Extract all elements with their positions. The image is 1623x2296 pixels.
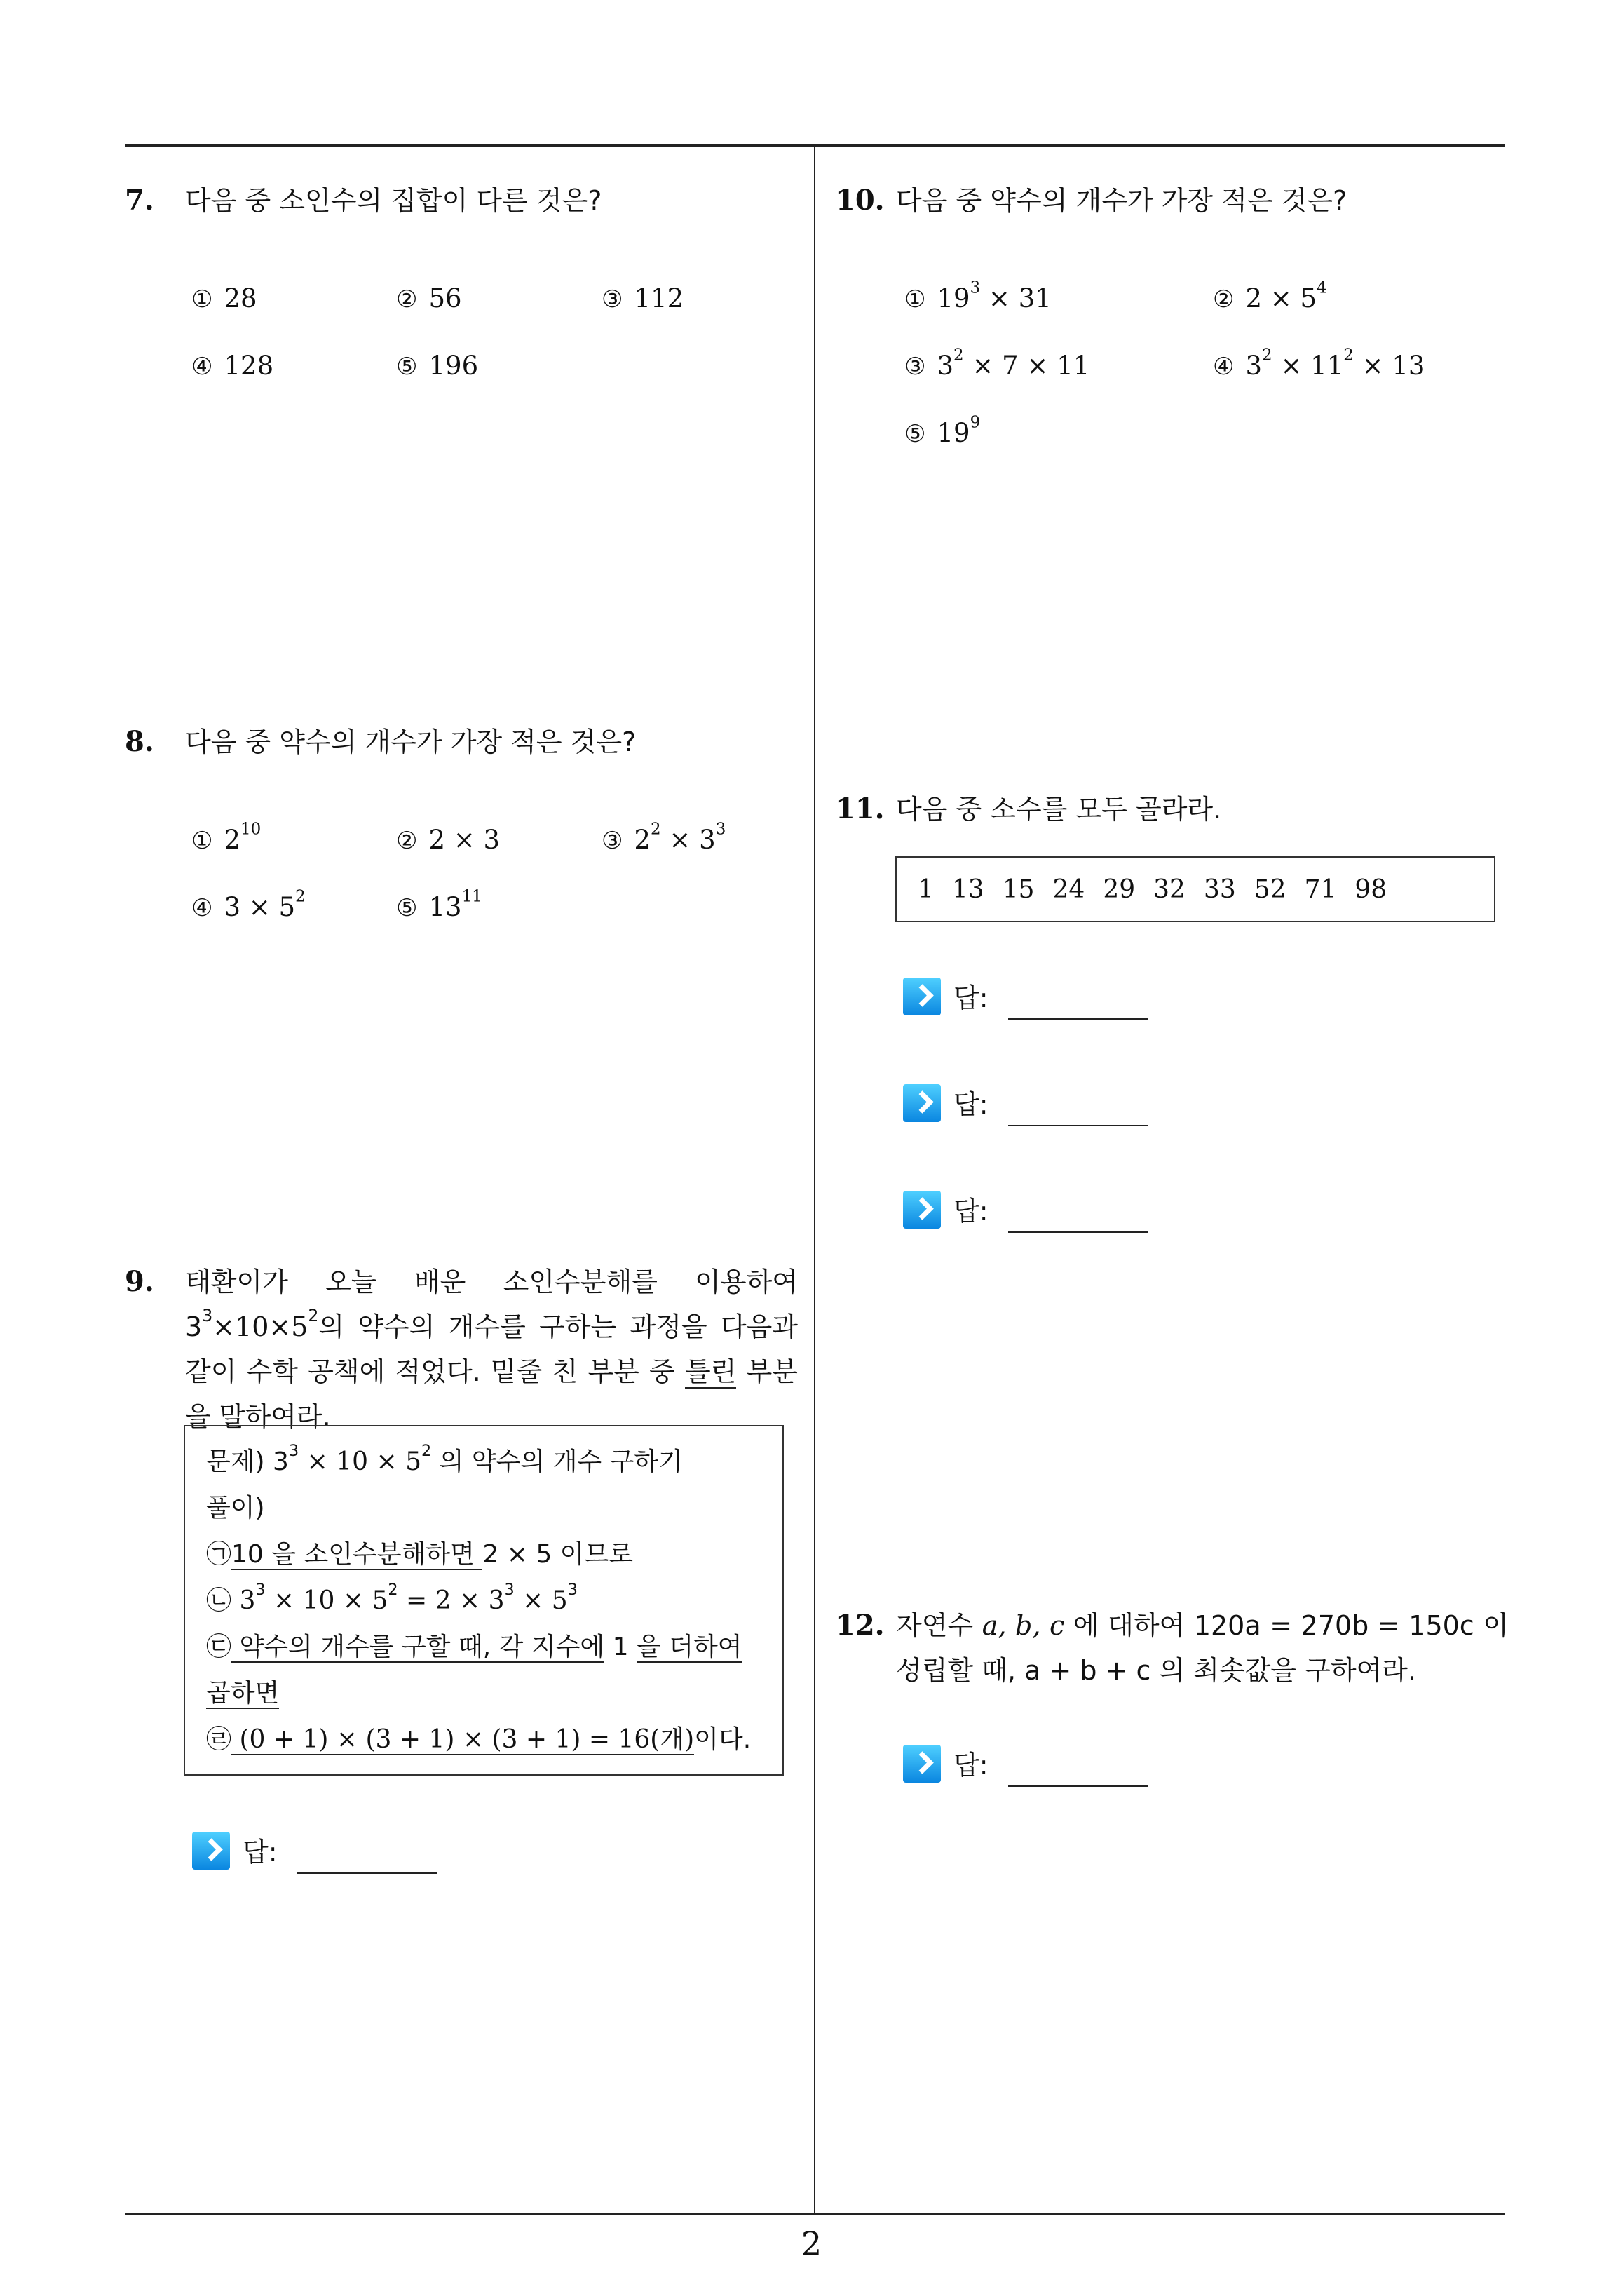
choice-value: × 3 [660,825,716,855]
exponent: 3 [255,1580,266,1599]
choice-value: × 11 [1272,351,1344,381]
exponent: 11 [461,887,482,906]
choice-5[interactable] [904,413,981,448]
number-item: 15 [1002,874,1035,904]
chevron-right-icon [903,1084,941,1122]
answer-blank[interactable] [1008,1785,1148,1787]
step-1 [206,1532,761,1578]
choice-4[interactable] [191,351,273,381]
text-part: 의 약수의 개수를 구하는 과정을 다음과 같이 수학 공책에 적었다. 밑줄 친 부분 중 [185,1311,798,1387]
underlined-text: 10 을 소인수분해하면 [231,1540,483,1569]
choice-1[interactable] [191,820,262,855]
question-text: 다음 중 소수를 모두 골라라. [896,794,1222,825]
problem-line [206,1439,761,1485]
text-part: 2 × 5 이므로 [482,1540,634,1569]
choice-2[interactable] [396,825,500,855]
choice-mark: ③ [904,353,926,381]
choice-2[interactable] [1213,278,1327,313]
exponent: 3 [715,820,726,839]
text-part: 의 약수의 개수 구하기 [431,1447,683,1476]
answer-blank[interactable] [297,1872,437,1874]
exponent: 3 [202,1305,213,1325]
number-item: 33 [1203,874,1236,904]
number-item: 98 [1354,874,1387,904]
exponent: 2 [953,346,964,365]
bottom-rule [125,2213,1505,2215]
choice-value: 3 × 5 [224,892,296,922]
right-column [836,144,1509,2213]
page-number: 2 [801,2224,822,2262]
exponent: 2 [421,1441,432,1460]
exponent: 3 [970,278,981,297]
choice-5[interactable] [396,351,478,381]
text-part: 부분을 말하여라. [185,1356,799,1432]
underlined-word: 틀린 [684,1356,737,1387]
question-10 [836,180,1509,222]
question-number: 11. [836,792,885,825]
text-part: × 5 [514,1586,568,1615]
answer-blank[interactable] [1008,1018,1148,1020]
column-divider [814,144,815,2213]
exponent: 2 [1343,346,1354,365]
choice-mark: ① [904,285,926,313]
answer-blank[interactable] [1008,1231,1148,1233]
number-item: 52 [1254,874,1286,904]
number-item: 24 [1052,874,1085,904]
chevron-right-icon [903,1191,941,1229]
chevron-right-icon [903,978,941,1015]
question-text [185,1260,798,1439]
step-3 [206,1624,761,1670]
text-part: ×10×5 [212,1311,308,1342]
step-2 [206,1578,761,1624]
choice-mark: ⑤ [396,353,418,381]
text-part: 태환이가 오늘 배운 소인수분해를 이용하여 3 [185,1267,798,1342]
underlined-text: 을 더하여 [637,1633,742,1661]
choice-value: 3 [1245,351,1263,381]
choice-5[interactable] [396,887,482,922]
choice-value: × 7 × 11 [963,351,1090,381]
exponent: 3 [567,1580,578,1599]
choice-2[interactable] [396,283,462,313]
exponent: 2 [308,1305,319,1325]
left-column [125,144,798,2213]
question-text: 다음 중 약수의 개수가 가장 적은 것은? [896,185,1347,216]
exponent: 9 [970,413,981,432]
choice-mark: ③ [602,827,623,855]
choice-1[interactable] [191,283,257,313]
answer-label: 답: [953,1750,989,1781]
text-part: 3 [231,1586,256,1615]
exponent: 2 [1262,346,1272,365]
choice-value: × 13 [1353,351,1425,381]
choice-value: 19 [937,283,970,313]
question-12 [836,1603,1509,1693]
choice-value: 19 [937,418,970,448]
exponent: 2 [388,1580,398,1599]
number-item: 32 [1153,874,1186,904]
solution-label: 풀이) [206,1494,265,1522]
choice-value: 128 [224,351,274,381]
text-part: 에 대하여 120a = 270b = 150c 이 성립할 때, a + b + c 의 최솟값을 구하여라. [896,1610,1509,1686]
text-part: 이다. [694,1725,752,1754]
text-part: × 10 × 5 [265,1586,388,1615]
exponent: 2 [295,887,306,906]
choice-3[interactable] [602,283,684,313]
choice-value: 56 [428,283,462,313]
choice-value: 2 × 5 [1245,283,1317,313]
question-text: 다음 중 약수의 개수가 가장 적은 것은? [185,727,637,757]
text-part: = 2 × 3 [398,1586,505,1615]
choice-4[interactable] [1213,346,1425,381]
choice-3[interactable] [602,820,726,855]
question-number: 8. [125,725,154,758]
question-text [896,1603,1509,1693]
choice-mark: ② [1213,285,1235,313]
choice-value: 13 [428,892,462,922]
exponent: 2 [651,820,661,839]
choice-4[interactable] [191,887,306,922]
step-mark: ㉡ [206,1586,232,1615]
chevron-right-icon [192,1832,230,1870]
choice-mark: ① [191,827,213,855]
text-part: 자연수 [896,1610,982,1641]
question-7 [125,180,798,222]
text-part: × 10 × 5 [299,1447,421,1476]
choice-mark: ④ [1213,353,1235,381]
choice-value: 2 [634,825,651,855]
choice-mark: ② [396,827,418,855]
choice-value: 112 [634,283,684,313]
step-4 [206,1717,761,1763]
question-8 [125,721,798,763]
underlined-text: 약수의 개수를 구할 때, 각 지수에 [231,1633,605,1661]
choice-mark: ⑤ [904,420,926,448]
number-item: 13 [951,874,984,904]
choice-mark: ④ [191,894,213,922]
chevron-right-icon [903,1745,941,1783]
text-part: 문제) 3 [206,1447,289,1476]
number-item: 71 [1304,874,1337,904]
choice-mark: ① [191,285,213,313]
step-3-continued [206,1670,761,1717]
choice-value: 196 [428,351,479,381]
question-11 [836,788,1509,830]
number-list-box [895,856,1495,922]
exponent: 4 [1317,278,1327,297]
question-text: 다음 중 소인수의 집합이 다른 것은? [185,185,602,216]
number-item: 1 [918,874,934,904]
answer-label: 답: [243,1837,278,1868]
step-mark: ㉠ [206,1540,232,1569]
variables: a, b, c [982,1610,1065,1641]
answer-blank[interactable] [1008,1125,1148,1126]
choice-mark: ③ [602,285,623,313]
number-item: 29 [1103,874,1136,904]
underlined-text: (0 + 1) × (3 + 1) × (3 + 1) = 16(개) [231,1725,695,1754]
step-mark: ㉢ [206,1633,232,1661]
text-part: 1 [604,1633,637,1661]
choice-value: 2 × 3 [428,825,501,855]
question-number: 7. [125,184,154,217]
choice-value: 2 [224,825,241,855]
exponent: 3 [504,1580,515,1599]
choice-value: 28 [224,283,257,313]
underlined-text: 곱하면 [206,1679,280,1708]
choice-1[interactable] [904,278,1052,313]
choice-mark: ④ [191,353,213,381]
question-number: 12. [836,1609,885,1642]
exponent: 3 [288,1441,299,1460]
choice-mark: ⑤ [396,894,418,922]
step-mark: ㉣ [206,1725,232,1754]
choice-mark: ② [396,285,418,313]
choice-value: 3 [937,351,954,381]
solution-box [184,1425,784,1776]
choice-value: × 31 [980,283,1052,313]
answer-label: 답: [953,982,989,1013]
answer-label: 답: [953,1196,989,1227]
question-number: 9. [125,1265,154,1298]
question-number: 10. [836,184,885,217]
question-9 [125,1260,798,1439]
choice-3[interactable] [904,346,1090,381]
answer-label: 답: [953,1089,989,1120]
exponent: 10 [240,820,262,839]
